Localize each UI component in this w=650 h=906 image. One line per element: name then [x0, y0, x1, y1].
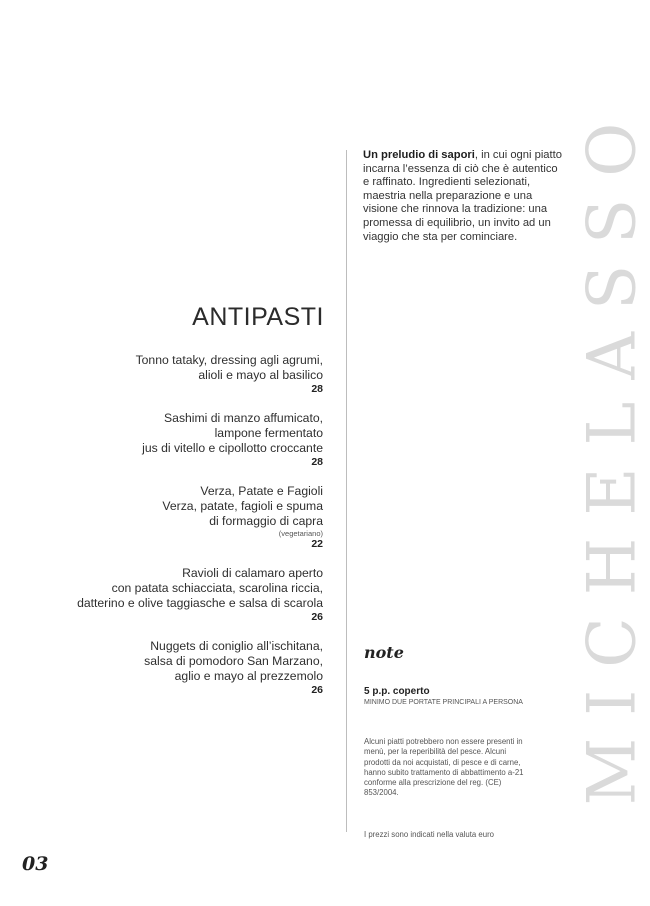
intro-paragraph: [363, 149, 563, 244]
page-number: 03: [22, 853, 49, 875]
cover-charge: [364, 686, 534, 707]
note-heading: note: [364, 643, 404, 662]
cover-charge-subtitle: MINIMO DUE PORTATE PRINCIPALI A PERSONA: [364, 699, 523, 706]
dish-name-line: Nuggets di coniglio all’ischitana,: [150, 639, 323, 653]
section-title: ANTIPASTI: [192, 303, 324, 331]
cover-charge-title: 5 p.p. coperto: [364, 686, 430, 697]
dish-description-line: jus di vitello e cipollotto croccante: [142, 441, 323, 455]
dish-name-line: Ravioli di calamaro aperto: [182, 566, 323, 580]
intro-bold: Un preludio di sapori: [363, 149, 475, 161]
vertical-divider: [346, 150, 347, 832]
dish-tag: (vegetariano): [278, 529, 323, 538]
dish-price: 22: [311, 538, 323, 550]
currency-note: I prezzi sono indicati nella valuta euro: [364, 830, 495, 839]
dish-item: [23, 639, 323, 697]
dish-price: 26: [311, 684, 323, 696]
dish-price: 28: [311, 456, 323, 468]
brand-wordmark: [573, 10, 650, 895]
allergen-disclaimer: Alcuni piatti potrebbero non essere presenti in menù, per la reperibilità del pesce. Alcuni prodotti da noi acquistati, di pesce e di carne, hanno subito trattamento di abbattimento a-21 conforme alla prescrizione del reg. (CE) 853/2004.: [364, 737, 524, 798]
dish-description-line: lampone fermentato: [214, 426, 323, 440]
dish-description-line: di formaggio di capra: [209, 514, 323, 528]
dish-description-line: datterino e olive taggiasche e salsa di scarola: [77, 596, 323, 610]
dish-name-line: Verza, Patate e Fagioli: [200, 484, 323, 498]
dish-list: [23, 353, 323, 712]
intro-text: , in cui ogni piatto incarna l’essenza di ciò che è autentico e raffinato. Ingredienti selezionati, maestria nella preparazione e una visione che rinnova la tradizione: una promessa di equilibrio, un invito ad un viaggio che sta per cominciare.: [363, 149, 562, 243]
dish-price: 28: [311, 383, 323, 395]
dish-description-line: Verza, patate, fagioli e spuma: [162, 499, 323, 513]
dish-item: [23, 484, 323, 551]
dish-item: [23, 411, 323, 469]
dish-description-line: salsa di pomodoro San Marzano,: [144, 654, 323, 668]
dish-description-line: aglio e mayo al prezzemolo: [174, 669, 323, 683]
dish-price: 26: [311, 611, 323, 623]
brand-text: MICHELASSO: [573, 100, 650, 805]
dish-name-line: Sashimi di manzo affumicato,: [164, 411, 323, 425]
dish-name-line: Tonno tataky, dressing agli agrumi,: [135, 353, 323, 367]
dish-item: [23, 353, 323, 396]
dish-item: [23, 566, 323, 624]
dish-description-line: alioli e mayo al basilico: [198, 368, 323, 382]
dish-description-line: con patata schiacciata, scarolina riccia,: [111, 581, 323, 595]
